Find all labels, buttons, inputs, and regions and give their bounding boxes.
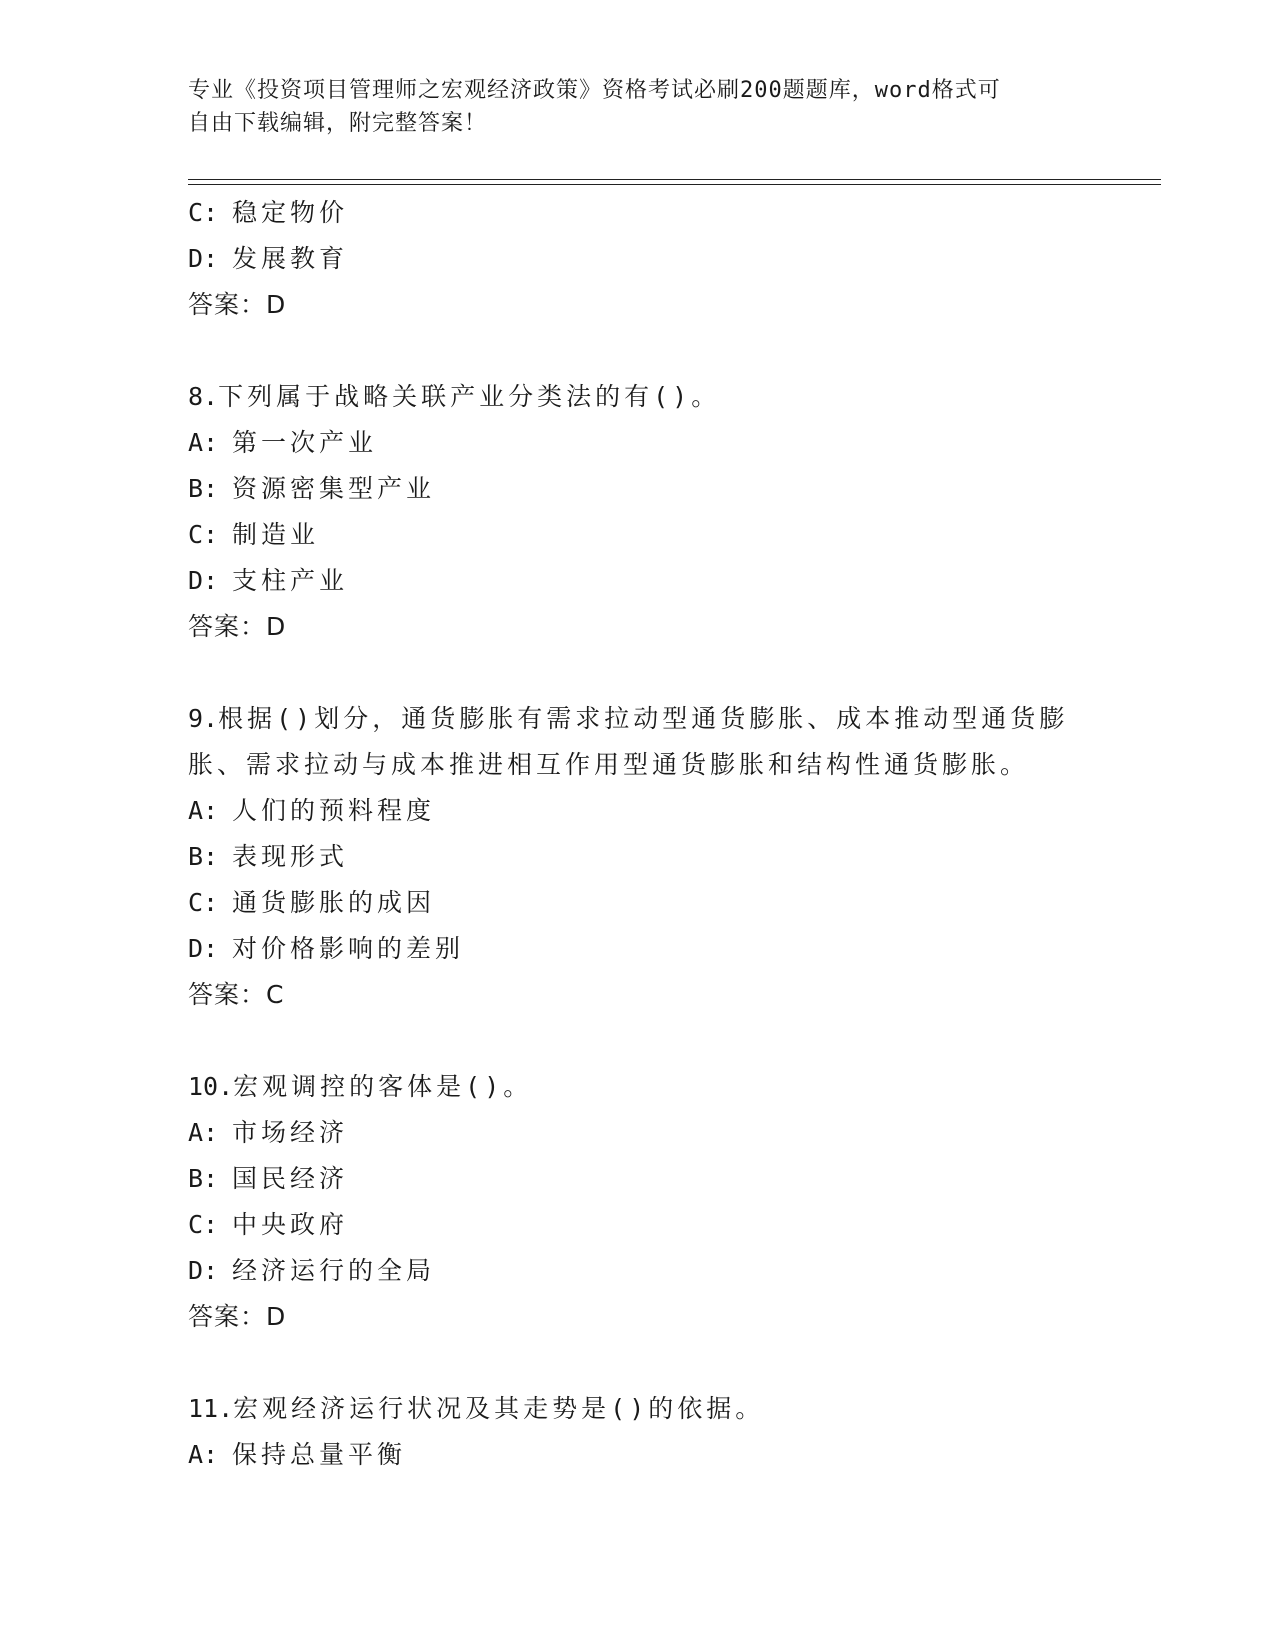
spacer (188, 650, 1088, 696)
option-letter: C: (188, 888, 219, 917)
answer-line: 答案：D (188, 1302, 287, 1331)
option-text: 支柱产业 (232, 566, 349, 595)
question-stem (188, 696, 1088, 742)
question-number: 11. (188, 1394, 234, 1423)
option-text: 中央政府 (232, 1210, 349, 1239)
option-b (188, 834, 1088, 880)
question-stem (188, 1064, 1088, 1110)
question-stem (188, 374, 1088, 420)
header-line-2: 自由下载编辑，附完整答案！ (188, 111, 488, 136)
option-text: 稳定物价 (232, 198, 349, 227)
question-text: 下列属于战略关联产业分类法的有()。 (218, 382, 721, 411)
question-text: 根据()划分，通货膨胀有需求拉动型通货膨胀、成本推动型通货膨 (218, 704, 1069, 733)
option-letter: D: (188, 934, 219, 963)
option-b (188, 466, 1088, 512)
option-a (188, 1110, 1088, 1156)
option-a (188, 420, 1088, 466)
option-text: 对价格影响的差别 (232, 934, 465, 963)
option-c (188, 1202, 1088, 1248)
question-block-10 (188, 1064, 1088, 1340)
spacer (188, 1340, 1088, 1386)
option-b (188, 1156, 1088, 1202)
header-line-1: 专业《投资项目管理师之宏观经济政策》资格考试必刷200题题库，word格式可 (188, 78, 1001, 103)
question-number: 9. (188, 704, 219, 733)
option-letter: C: (188, 1210, 219, 1239)
question-block-8 (188, 374, 1088, 650)
option-text: 经济运行的全局 (232, 1256, 436, 1285)
question-block-9 (188, 696, 1088, 1018)
header-divider-top (188, 179, 1161, 180)
option-letter: A: (188, 1118, 219, 1147)
option-text: 市场经济 (232, 1118, 349, 1147)
option-letter: B: (188, 1164, 219, 1193)
option-d (188, 1248, 1088, 1294)
option-c (188, 512, 1088, 558)
option-letter: D: (188, 566, 219, 595)
question-block-11 (188, 1386, 1088, 1478)
option-c (188, 190, 1088, 236)
header-divider-bottom (188, 184, 1161, 185)
spacer (188, 328, 1088, 374)
answer-line: 答案：C (188, 980, 285, 1009)
option-a (188, 788, 1088, 834)
option-text: 人们的预料程度 (232, 796, 436, 825)
option-a (188, 1432, 1088, 1478)
answer-line: 答案：D (188, 290, 287, 319)
question-stem (188, 1386, 1088, 1432)
option-letter: A: (188, 796, 219, 825)
option-text: 通货膨胀的成因 (232, 888, 436, 917)
question-text: 宏观经济运行状况及其走势是()的依据。 (233, 1394, 765, 1423)
question-text: 宏观调控的客体是()。 (233, 1072, 533, 1101)
option-text: 资源密集型产业 (232, 474, 436, 503)
question-stem-continued: 胀、需求拉动与成本推进相互作用型通货膨胀和结构性通货膨胀。 (188, 750, 1030, 779)
option-letter: A: (188, 428, 219, 457)
option-c (188, 880, 1088, 926)
question-list (188, 190, 1088, 1478)
question-number: 10. (188, 1072, 234, 1101)
answer-line: 答案：D (188, 612, 287, 641)
option-letter: D: (188, 244, 219, 273)
option-d (188, 926, 1088, 972)
option-text: 第一次产业 (232, 428, 378, 457)
option-text: 发展教育 (232, 244, 349, 273)
question-number: 8. (188, 382, 219, 411)
option-d (188, 236, 1088, 282)
option-letter: B: (188, 842, 219, 871)
option-text: 国民经济 (232, 1164, 349, 1193)
option-letter: C: (188, 520, 219, 549)
option-text: 制造业 (232, 520, 320, 549)
option-d (188, 558, 1088, 604)
option-letter: B: (188, 474, 219, 503)
document-header (188, 74, 1088, 140)
option-text: 保持总量平衡 (232, 1440, 407, 1469)
option-letter: D: (188, 1256, 219, 1285)
option-text: 表现形式 (232, 842, 349, 871)
spacer (188, 1018, 1088, 1064)
question-block-previous (188, 190, 1088, 328)
option-letter: A: (188, 1440, 219, 1469)
option-letter: C: (188, 198, 219, 227)
